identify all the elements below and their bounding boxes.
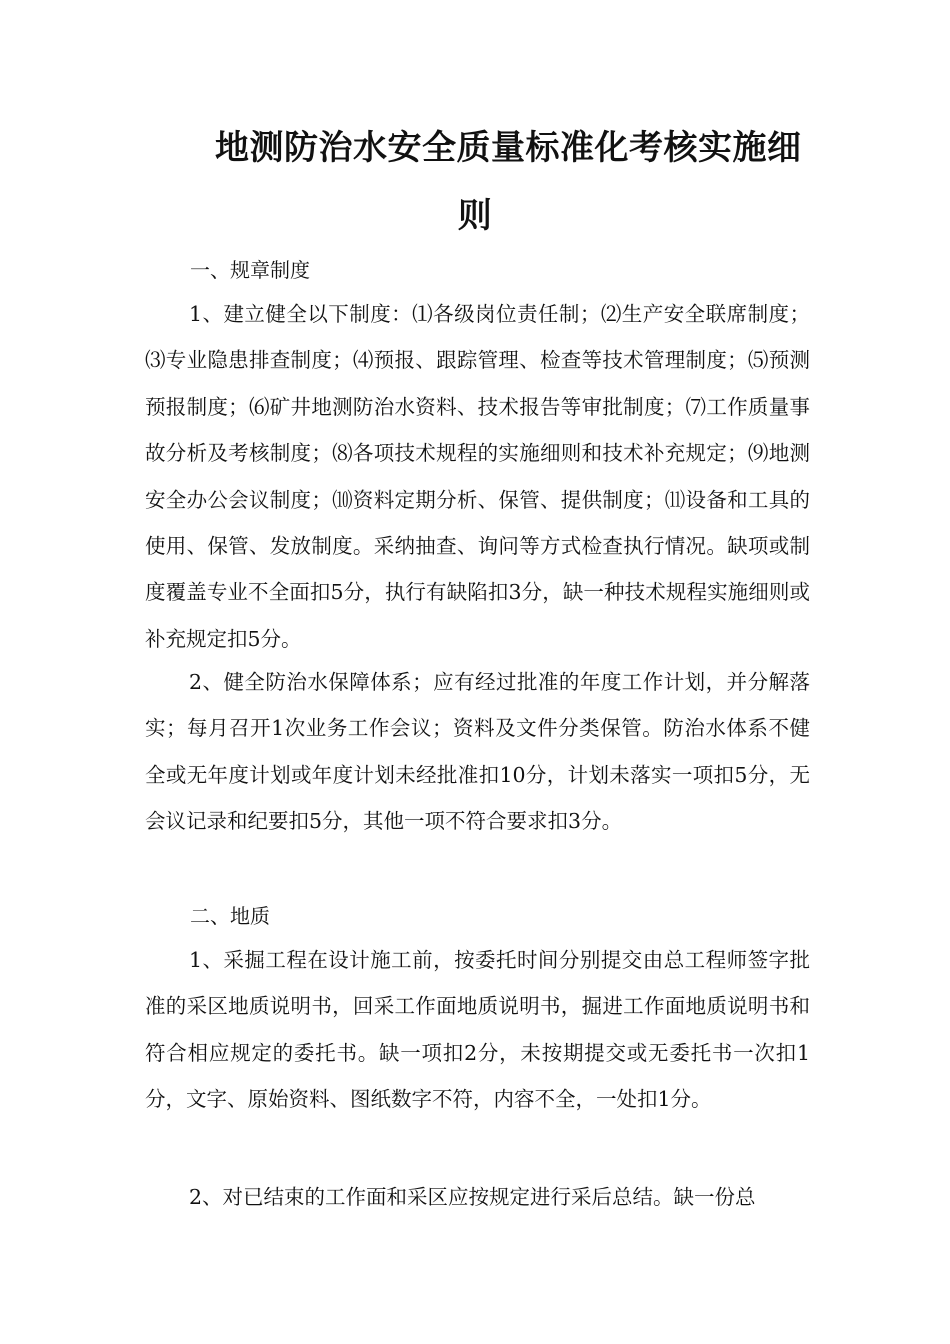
section1-item2: 2、健全防治水保障体系；应有经过批准的年度工作计划，并分解落实；每月召开1次业务工作会议；资料及文件分类保管。防治水体系不健全或无年度计划或年度计划未经批准扣10分，计划未落实一项扣5分，无会议记录和纪要扣5分，其他一项不符合要求扣3分。 — [145, 670, 810, 834]
section2-item2: 2、对已结束的工作面和采区应按规定进行采后总结。缺一份总 — [189, 1185, 756, 1209]
section1-item1: 1、建立健全以下制度：⑴各级岗位责任制；⑵生产安全联席制度；⑶专业隐患排查制度；⑷预报、跟踪管理、检查等技术管理制度；⑸预测预报制度；⑹矿井地测防治水资料、技术报告等审批制度；⑺工作质量事故分析及考核制度；⑻各项技术规程的实施细则和技术补充规定；⑼地测安全办公会议制度；⑽资料定期分析、保管、提供制度；⑾设备和工具的使用、保管、发放制度。采纳抽查、询问等方式检查执行情况。缺项或制度覆盖专业不全面扣5分，执行有缺陷扣3分，缺一种技术规程实施细则或补充规定扣5分。 — [145, 302, 810, 651]
section2-heading: 二、地质 — [190, 904, 270, 928]
section1-heading: 一、规章制度 — [190, 258, 310, 282]
section2-item1: 1、采掘工程在设计施工前，按委托时间分别提交由总工程师签字批准的采区地质说明书，回采工作面地质说明书，掘进工作面地质说明书和符合相应规定的委托书。缺一项扣2分，未按期提交或无委托书一次扣1分，文字、原始资料、图纸数字不符，内容不全，一处扣1分。 — [145, 948, 810, 1112]
document-title-line2: 则 — [457, 196, 493, 236]
document-title-line1: 地测防治水安全质量标准化考核实施细 — [215, 128, 802, 168]
